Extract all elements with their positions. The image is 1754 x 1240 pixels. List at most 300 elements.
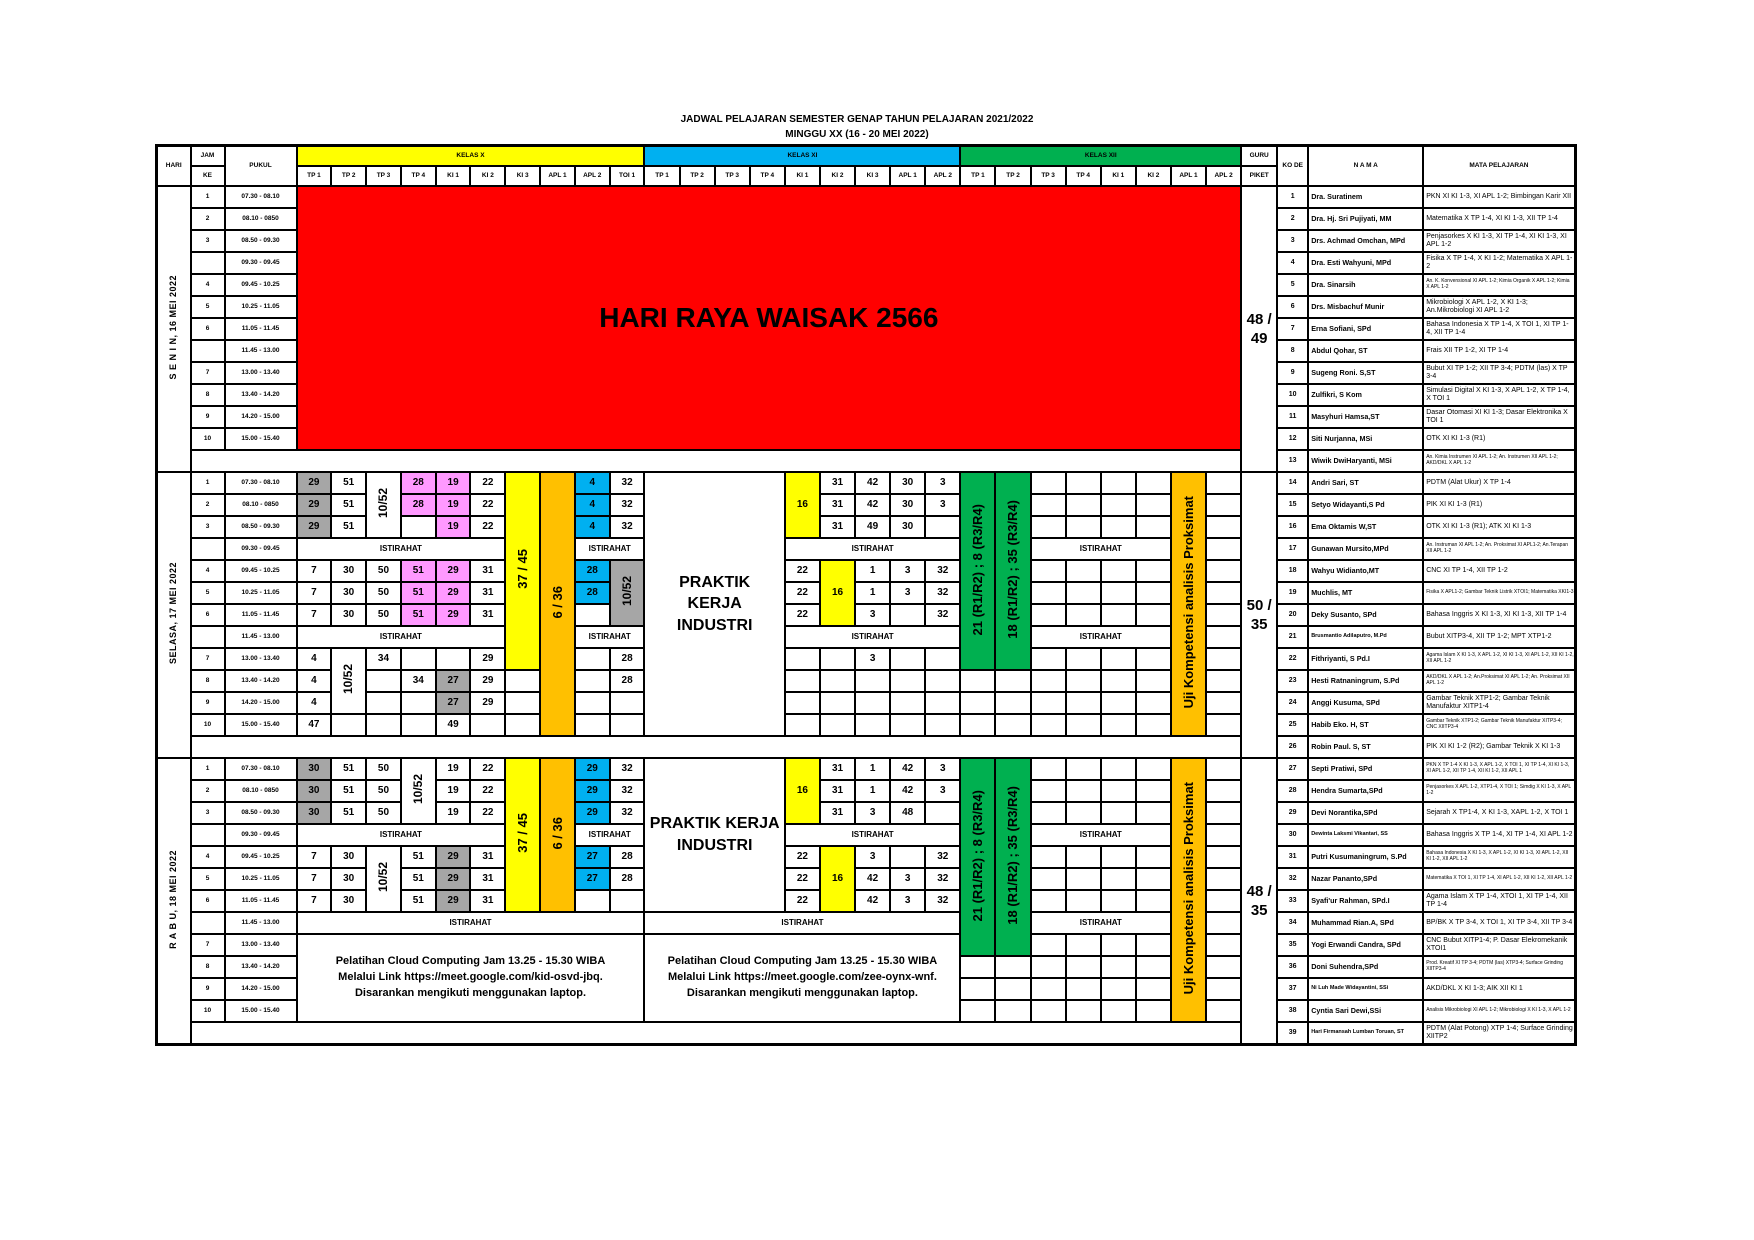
class-cell: 32 [610, 472, 645, 494]
teacher-kode: 26 [1277, 736, 1308, 758]
class-cell: 29 [436, 846, 471, 868]
class-cell [1136, 582, 1171, 604]
class-cell: 32 [925, 890, 960, 912]
class-cell [995, 978, 1030, 1000]
teacher-mapel: Agama Islam X KI 1-3, X APL 1-2, XI KI 1-3, XI APL 1-2, XII KI 1-2, XII APL 1-2 [1423, 648, 1575, 670]
jam-ke [191, 626, 225, 648]
class-cell: 51 [331, 472, 366, 494]
schedule-row [157, 560, 1576, 582]
class-cell [1066, 758, 1101, 780]
teacher-kode: 24 [1277, 692, 1308, 714]
teacher-kode: 9 [1277, 362, 1308, 384]
class-cell [1031, 494, 1066, 516]
class-cell [1136, 692, 1171, 714]
class-cell: 19 [436, 472, 471, 494]
class-cell [1066, 846, 1101, 868]
teacher-kode: 20 [1277, 604, 1308, 626]
class-cell: 3 [925, 780, 960, 802]
pukul: 07.30 - 08.10 [225, 472, 297, 494]
pukul: 13.40 - 14.20 [225, 384, 297, 406]
merged-class-cell [960, 758, 995, 956]
class-cell [1136, 758, 1171, 780]
class-cell: 31 [470, 582, 505, 604]
schedule-row [157, 648, 1576, 670]
istirahat-cell-text: ISTIRAHAT [851, 543, 894, 553]
istirahat-cell-text: ISTIRAHAT [1079, 829, 1122, 839]
teacher-mapel: An. Instruman XI APL 1-2; An. Proksimat XI APL1-2; An.Terapan XII APL 1-2 [1423, 538, 1575, 560]
class-cell: 29 [297, 494, 332, 516]
jam-ke: 3 [191, 802, 225, 824]
header-col: KI 1 [785, 166, 820, 186]
class-cell: 4 [297, 692, 332, 714]
class-cell [1206, 670, 1241, 692]
class-cell [1101, 846, 1136, 868]
class-cell [1031, 648, 1066, 670]
class-cell: 51 [401, 582, 436, 604]
class-cell [1136, 978, 1171, 1000]
class-cell [960, 1000, 995, 1022]
teacher-nama: Erna Sofiani, SPd [1308, 318, 1423, 340]
class-cell: 4 [575, 516, 610, 538]
jam-ke: 9 [191, 406, 225, 428]
teacher-kode: 22 [1277, 648, 1308, 670]
class-cell: 48 [890, 802, 925, 824]
praktik-kerja-industri-block-text: PRAKTIK KERJA INDUSTRI [676, 573, 753, 634]
teacher-nama: Setyo Widayanti,S Pd [1308, 494, 1423, 516]
jam-ke: 6 [191, 318, 225, 340]
teacher-mapel: OTK XI KI 1-3 (R1) [1423, 428, 1575, 450]
class-cell [995, 956, 1030, 978]
merged-class-cell-text: 21 (R1/R2) ; 8 (R3/R4) [970, 789, 986, 921]
class-cell: 27 [575, 868, 610, 890]
teacher-kode: 33 [1277, 890, 1308, 912]
teacher-kode: 16 [1277, 516, 1308, 538]
header-col: APL 2 [575, 166, 610, 186]
class-cell [1206, 560, 1241, 582]
class-cell: 29 [436, 560, 471, 582]
class-cell [960, 714, 995, 736]
class-cell [1206, 956, 1241, 978]
pukul: 11.45 - 13.00 [225, 626, 297, 648]
merged-class-cell [540, 472, 575, 736]
day-separator [191, 1022, 1242, 1045]
teacher-mapel: Matematika X TOI 1, XI TP 1-4, XI APL 1-2, XII KI 1-2, XII APL 1-2 [1423, 868, 1575, 890]
class-cell [1031, 758, 1066, 780]
class-cell [1136, 472, 1171, 494]
jam-ke: 4 [191, 560, 225, 582]
class-cell [366, 692, 401, 714]
class-cell: 7 [297, 582, 332, 604]
class-cell [1031, 670, 1066, 692]
class-cell: 32 [925, 582, 960, 604]
class-cell [1136, 714, 1171, 736]
header-jam: JAM [191, 146, 225, 167]
class-cell [785, 692, 820, 714]
class-cell: 22 [785, 604, 820, 626]
class-cell: 30 [297, 802, 332, 824]
class-cell [1031, 978, 1066, 1000]
class-cell: 50 [366, 560, 401, 582]
teacher-kode: 14 [1277, 472, 1308, 494]
teacher-nama: Robin Paul. S, ST [1308, 736, 1423, 758]
istirahat-cell-text: ISTIRAHAT [1079, 543, 1122, 553]
class-cell: 31 [470, 604, 505, 626]
teacher-nama: Drs. Misbachuf Munir [1308, 296, 1423, 318]
header-col: TP 4 [750, 166, 785, 186]
header-col: KI 1 [1101, 166, 1136, 186]
class-cell [366, 670, 401, 692]
jam-ke: 6 [191, 890, 225, 912]
class-cell [820, 714, 855, 736]
merged-class-cell [995, 758, 1030, 956]
class-cell [1066, 802, 1101, 824]
merged-class-cell [610, 560, 645, 626]
class-cell [1136, 890, 1171, 912]
pelatihan-notice [297, 934, 645, 1022]
jam-ke [191, 340, 225, 362]
header-col: KI 3 [855, 166, 890, 186]
istirahat-cell-text: ISTIRAHAT [588, 631, 631, 641]
class-cell: 42 [890, 758, 925, 780]
teacher-mapel: Matematika X TP 1-4, XI KI 1-3, XII TP 1-4 [1423, 208, 1575, 230]
merged-class-cell [540, 758, 575, 912]
class-cell: 7 [297, 868, 332, 890]
teacher-mapel: AKD/DKL X KI 1-3; AIK XII KI 1 [1423, 978, 1575, 1000]
teacher-kode: 19 [1277, 582, 1308, 604]
class-cell [820, 648, 855, 670]
header-col: TP 1 [644, 166, 679, 186]
class-cell [1206, 868, 1241, 890]
teacher-kode: 10 [1277, 384, 1308, 406]
merged-class-cell-text: 21 (R1/R2) ; 8 (R3/R4) [970, 503, 986, 635]
class-cell [1031, 714, 1066, 736]
teacher-mapel: Penjasorkes X KI 1-3, XI TP 1-4, XI KI 1-3, XI APL 1-2 [1423, 230, 1575, 252]
class-cell: 3 [890, 582, 925, 604]
jam-ke [191, 912, 225, 934]
jam-ke: 8 [191, 670, 225, 692]
teacher-mapel: PDTM (Alat Potong) XTP 1-4; Surface Grinding XIITP2 [1423, 1022, 1575, 1045]
class-cell [960, 978, 995, 1000]
day-separator [191, 736, 1242, 758]
class-cell: 4 [575, 472, 610, 494]
istirahat-cell [1031, 912, 1171, 934]
teacher-kode: 32 [1277, 868, 1308, 890]
teacher-mapel: Gambar Teknik XTP1-2; Gambar Teknik Manufaktur XITP1-4 [1423, 692, 1575, 714]
class-cell [890, 648, 925, 670]
teacher-nama: Deky Susanto, SPd [1308, 604, 1423, 626]
class-cell: 51 [401, 868, 436, 890]
class-cell: 28 [401, 494, 436, 516]
jam-ke: 8 [191, 384, 225, 406]
istirahat-cell-text: ISTIRAHAT [449, 917, 492, 927]
merged-class-cell-text: 37 / 45 [514, 549, 530, 590]
teacher-nama: Muchlis, MT [1308, 582, 1423, 604]
class-cell [925, 692, 960, 714]
teacher-mapel: Bahasa Inggris X KI 1-3, XI KI 1-3, XII TP 1-4 [1423, 604, 1575, 626]
header-col: TP 2 [995, 166, 1030, 186]
class-cell [1136, 956, 1171, 978]
teacher-mapel: CNC Bubut XITP1-4; P. Dasar Elekromekanik XTOI1 [1423, 934, 1575, 956]
class-cell [1136, 604, 1171, 626]
class-cell [1066, 1000, 1101, 1022]
teacher-mapel: Fisika X TP 1-4, X KI 1-2; Matematika X APL 1-2 [1423, 252, 1575, 274]
teacher-mapel: Sejarah X TP1-4, X KI 1-3, XAPL 1-2, X TOI 1 [1423, 802, 1575, 824]
class-cell: 30 [331, 582, 366, 604]
praktik-kerja-industri-block-text: PRAKTIK KERJA INDUSTRI [649, 815, 780, 854]
class-cell [1066, 516, 1101, 538]
class-cell [995, 1000, 1030, 1022]
class-cell: 42 [890, 780, 925, 802]
merged-class-cell: 16 [820, 846, 855, 912]
teacher-kode: 37 [1277, 978, 1308, 1000]
class-cell [1101, 868, 1136, 890]
class-cell: 51 [331, 780, 366, 802]
class-cell [575, 670, 610, 692]
class-cell: 19 [436, 516, 471, 538]
class-cell: 28 [401, 472, 436, 494]
teacher-mapel: Mikrobiologi X APL 1-2, X KI 1-3; An.Mikrobiologi XI APL 1-2 [1423, 296, 1575, 318]
class-cell [1101, 934, 1136, 956]
teacher-mapel: Agama Islam X TP 1-4, XTOI 1, XI TP 1-4, XII TP 1-4 [1423, 890, 1575, 912]
class-cell [1206, 582, 1241, 604]
schedule-row [157, 626, 1576, 648]
class-cell [505, 670, 540, 692]
teacher-kode: 7 [1277, 318, 1308, 340]
class-cell: 51 [401, 846, 436, 868]
class-cell: 31 [470, 868, 505, 890]
teacher-mapel: PDTM (Alat Ukur) X TP 1-4 [1423, 472, 1575, 494]
class-cell: 29 [297, 472, 332, 494]
merged-class-cell [1171, 472, 1206, 736]
class-cell [1101, 780, 1136, 802]
teacher-mapel: Bubut XI TP 1-2; XII TP 3-4; PDTM (las) X TP 3-4 [1423, 362, 1575, 384]
class-cell: 22 [785, 846, 820, 868]
class-cell [1031, 582, 1066, 604]
class-cell: 1 [855, 560, 890, 582]
teacher-nama: Ni Luh Made Widayantini, SSi [1308, 978, 1423, 1000]
header-col: TP 1 [960, 166, 995, 186]
istirahat-cell-text: ISTIRAHAT [781, 917, 824, 927]
class-cell [1031, 692, 1066, 714]
class-cell [1136, 494, 1171, 516]
class-cell: 42 [855, 494, 890, 516]
class-cell [1206, 648, 1241, 670]
guru-piket: 48 / 35 [1241, 758, 1277, 1045]
header-col: APL 1 [890, 166, 925, 186]
class-cell: 1 [855, 780, 890, 802]
pukul: 13.00 - 13.40 [225, 362, 297, 384]
class-cell: 32 [610, 780, 645, 802]
pukul: 11.05 - 11.45 [225, 604, 297, 626]
teacher-nama: Masyhuri Hamsa,ST [1308, 406, 1423, 428]
teacher-mapel: Gambar Teknik XTP1-2; Gambar Teknik Manufaktur XITP3-4; CNC XIITP3-4 [1423, 714, 1575, 736]
class-cell [960, 670, 995, 692]
class-cell [890, 604, 925, 626]
teacher-mapel: Simulasi Digital X KI 1-3, X APL 1-2, X TP 1-4, X TOI 1 [1423, 384, 1575, 406]
teacher-nama: Devi Norantika,SPd [1308, 802, 1423, 824]
teacher-mapel: Penjasorkes X APL 1-2, XTP1-4, X TOI 1; Simdig X KI 1-3, X APL 1-2 [1423, 780, 1575, 802]
class-cell [785, 648, 820, 670]
class-cell: 3 [925, 472, 960, 494]
jam-ke: 1 [191, 758, 225, 780]
class-cell: 30 [331, 890, 366, 912]
istirahat-cell-text: ISTIRAHAT [379, 829, 422, 839]
pukul: 10.25 - 11.05 [225, 868, 297, 890]
header-col: KI 2 [820, 166, 855, 186]
teacher-mapel: Bahasa Indonesia X TP 1-4, X TOI 1, XI TP 1-4, XII TP 1-4 [1423, 318, 1575, 340]
pukul: 11.45 - 13.00 [225, 340, 297, 362]
istirahat-cell [575, 626, 645, 648]
day-separator-row [157, 450, 1576, 472]
class-cell: 51 [401, 560, 436, 582]
day-separator [191, 450, 1242, 472]
merged-class-cell [505, 758, 540, 912]
class-cell: 49 [855, 516, 890, 538]
class-cell [855, 692, 890, 714]
jam-ke [191, 252, 225, 274]
teacher-mapel: PKN XI KI 1-3, XI APL 1-2; Bimbingan Karir XII [1423, 186, 1575, 208]
class-cell: 22 [785, 582, 820, 604]
header-kode: KO DE [1277, 146, 1308, 187]
class-cell [1136, 802, 1171, 824]
class-cell [1066, 934, 1101, 956]
istirahat-cell [1031, 538, 1171, 560]
header-col: TP 1 [297, 166, 332, 186]
merged-class-cell: 16 [820, 560, 855, 626]
class-cell: 30 [331, 604, 366, 626]
merged-class-cell [401, 758, 436, 824]
istirahat-cell [297, 538, 506, 560]
header-piket: PIKET [1241, 166, 1277, 186]
class-cell: 29 [575, 780, 610, 802]
teacher-kode: 35 [1277, 934, 1308, 956]
schedule-row [157, 912, 1576, 934]
class-cell [1031, 956, 1066, 978]
class-cell: 3 [925, 494, 960, 516]
teacher-nama: Hendra Sumarta,SPd [1308, 780, 1423, 802]
class-cell: 29 [297, 516, 332, 538]
class-cell [785, 670, 820, 692]
class-cell: 32 [925, 604, 960, 626]
class-cell [1066, 780, 1101, 802]
merged-class-cell [366, 472, 401, 538]
class-cell: 29 [470, 692, 505, 714]
teacher-kode: 34 [1277, 912, 1308, 934]
class-cell: 49 [436, 714, 471, 736]
istirahat-cell-text: ISTIRAHAT [379, 631, 422, 641]
class-cell: 29 [470, 648, 505, 670]
class-cell: 22 [785, 868, 820, 890]
schedule-row [157, 714, 1576, 736]
merged-class-cell-text: 18 (R1/R2) ; 35 (R3/R4) [1005, 499, 1021, 639]
class-cell: 22 [470, 472, 505, 494]
day-label [157, 472, 191, 758]
schedule-row [157, 758, 1576, 780]
jam-ke: 7 [191, 362, 225, 384]
class-cell [505, 692, 540, 714]
class-cell [1206, 516, 1241, 538]
class-cell [1066, 956, 1101, 978]
class-cell [1206, 802, 1241, 824]
class-cell [470, 714, 505, 736]
jam-ke: 7 [191, 648, 225, 670]
class-cell: 3 [890, 560, 925, 582]
class-cell [1136, 846, 1171, 868]
istirahat-cell [575, 824, 645, 846]
teacher-kode: 6 [1277, 296, 1308, 318]
class-cell: 7 [297, 890, 332, 912]
jam-ke: 2 [191, 494, 225, 516]
schedule-row [157, 670, 1576, 692]
teacher-mapel: Bahasa Indonesia X KI 1-3, X APL 1-2, XI KI 1-3, XI APL 1-2, XII KI 1-2, XII APL 1-2 [1423, 846, 1575, 868]
header-col: APL 2 [925, 166, 960, 186]
class-cell [1206, 846, 1241, 868]
header-pukul: PUKUL [225, 146, 297, 187]
teacher-kode: 23 [1277, 670, 1308, 692]
pukul: 10.25 - 11.05 [225, 582, 297, 604]
header-col: TP 3 [1031, 166, 1066, 186]
jam-ke [191, 824, 225, 846]
class-cell: 27 [436, 692, 471, 714]
teacher-kode: 3 [1277, 230, 1308, 252]
jam-ke: 4 [191, 846, 225, 868]
class-cell [1206, 604, 1241, 626]
class-cell [1066, 714, 1101, 736]
teacher-kode: 30 [1277, 824, 1308, 846]
class-cell: 3 [855, 802, 890, 824]
holiday-banner [297, 186, 1242, 450]
class-cell [1206, 538, 1241, 560]
teacher-mapel: Bahasa Inggris X TP 1-4, XI TP 1-4, XI APL 1-2 [1423, 824, 1575, 846]
pukul: 11.05 - 11.45 [225, 890, 297, 912]
schedule-row [157, 780, 1576, 802]
class-cell: 22 [470, 494, 505, 516]
class-cell: 3 [855, 648, 890, 670]
class-cell [1031, 802, 1066, 824]
teacher-nama: Fithriyanti, S Pd.I [1308, 648, 1423, 670]
schedule-row [157, 846, 1576, 868]
teacher-kode: 8 [1277, 340, 1308, 362]
teacher-nama: Siti Nurjanna, MSi [1308, 428, 1423, 450]
class-cell [1066, 472, 1101, 494]
class-cell [1206, 912, 1241, 934]
class-cell [401, 648, 436, 670]
class-cell [890, 670, 925, 692]
jam-ke: 5 [191, 582, 225, 604]
class-cell [1206, 758, 1241, 780]
class-cell [1101, 802, 1136, 824]
istirahat-cell-text: ISTIRAHAT [851, 631, 894, 641]
class-cell [1136, 648, 1171, 670]
teacher-mapel: CNC XI TP 1-4, XII TP 1-2 [1423, 560, 1575, 582]
istirahat-cell [297, 912, 645, 934]
header-col: APL 1 [1171, 166, 1206, 186]
class-cell: 42 [855, 890, 890, 912]
class-cell [1101, 648, 1136, 670]
class-cell [1066, 648, 1101, 670]
header-col: KI 3 [505, 166, 540, 186]
merged-class-cell [995, 472, 1030, 670]
class-cell: 32 [610, 802, 645, 824]
day-label-text: R A B U, 18 MEI 2022 [168, 849, 179, 949]
class-cell: 22 [785, 560, 820, 582]
class-cell [575, 890, 610, 912]
header-col: APL 2 [1206, 166, 1241, 186]
jam-ke: 3 [191, 230, 225, 252]
header-col: TP 4 [401, 166, 436, 186]
teacher-kode: 18 [1277, 560, 1308, 582]
class-cell [890, 714, 925, 736]
